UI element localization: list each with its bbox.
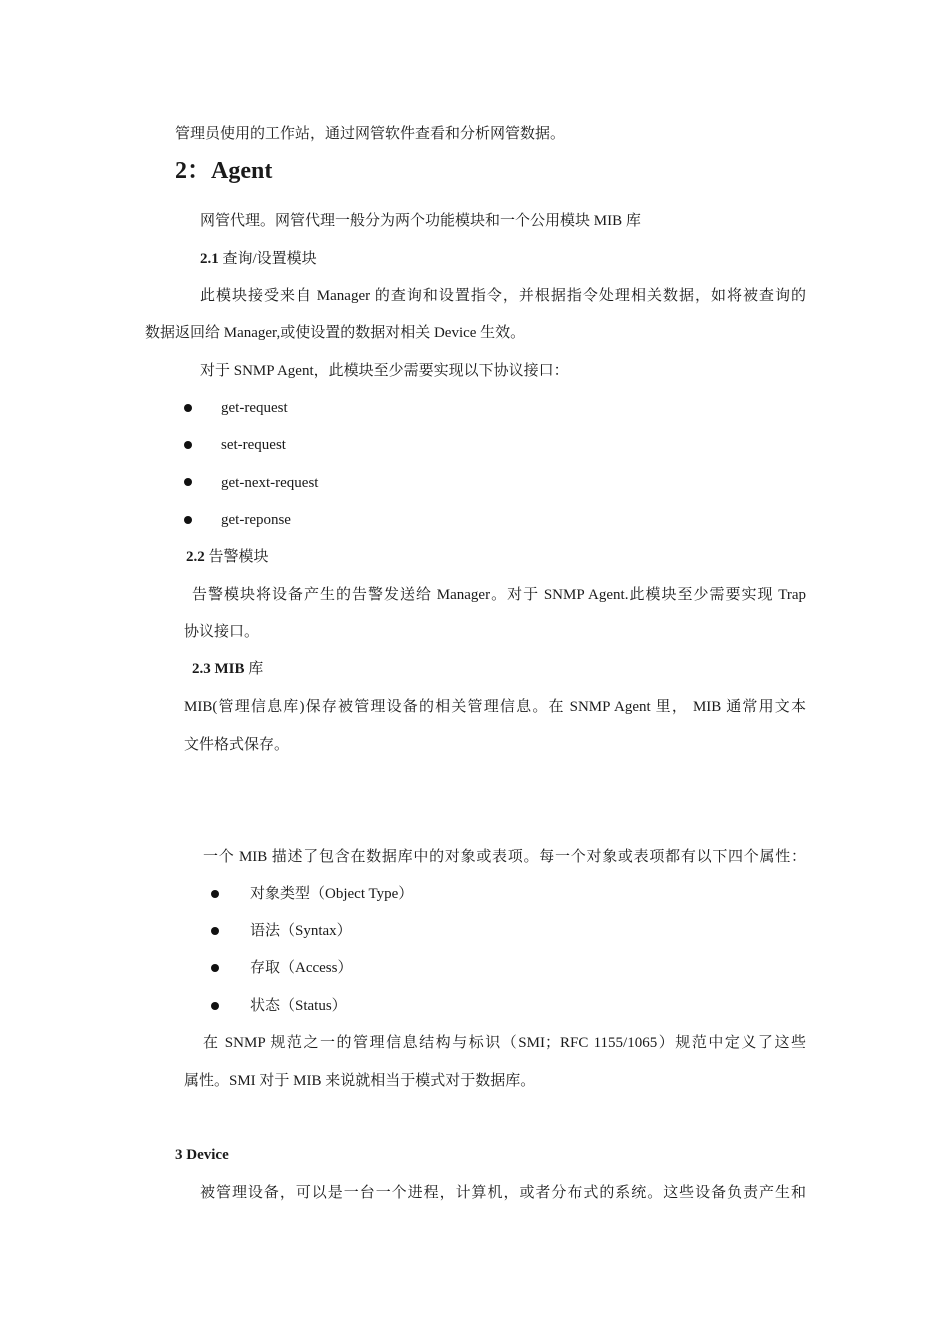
intro-paragraph-tail: 管理员使用的工作站，通过网管软件查看和分析网管数据。 (175, 126, 566, 142)
heading-number: 2.1 (200, 251, 219, 267)
alarm-module-line-2: 协议接口。 (184, 624, 260, 640)
smi-paragraph-line-1: 在 SNMP 规范之一的管理信息结构与标识（SMI；RFC 1155/1065）规范中定义了这些 (203, 1035, 806, 1051)
subsection-heading-2-2 (186, 547, 269, 567)
bullet-icon (211, 964, 219, 972)
list-item: 语法（Syntax） (250, 923, 352, 939)
bullet-icon (184, 404, 192, 412)
bullet-icon (184, 516, 192, 524)
mib-library-line-1: MIB(管理信息库)保存被管理设备的相关管理信息。在 SNMP Agent 里， MIB 通常用文本 (184, 699, 806, 715)
subsection-heading-2-3 (192, 659, 263, 679)
section-heading-device: 3 Device (175, 1147, 229, 1163)
snmp-agent-protocols-intro: 对于 SNMP Agent，此模块至少需要实现以下协议接口： (200, 363, 569, 379)
smi-paragraph-line-2: 属性。SMI 对于 MIB 来说就相当于模式对于数据库。 (184, 1073, 536, 1089)
bullet-icon (184, 478, 192, 486)
query-module-line-2: 数据返回给 Manager,或使设置的数据对相关 Device 生效。 (145, 325, 526, 341)
section-heading-agent: 2：Agent (175, 158, 273, 184)
query-module-line-1: 此模块接受来自 Manager 的查询和设置指令，并根据指令处理相关数据，如将被查询的 (200, 288, 806, 304)
device-description: 被管理设备，可以是一台一个进程，计算机，或者分布式的系统。这些设备负责产生和 (200, 1185, 806, 1201)
heading-text: 库 (248, 661, 264, 677)
alarm-module-line-1: 告警模块将设备产生的告警发送给 Manager。对于 SNMP Agent.此模块至少需要实现 Trap (192, 587, 806, 603)
list-item: get-next-request (221, 475, 319, 491)
mib-description: 一个 MIB 描述了包含在数据库中的对象或表项。每一个对象或表项都有以下四个属性： (203, 849, 806, 865)
heading-text: 查询/设置模块 (222, 251, 317, 267)
list-item: 状态（Status） (250, 998, 347, 1014)
heading-text: 告警模块 (208, 549, 269, 565)
list-item: 对象类型（Object Type） (250, 886, 414, 902)
list-item: 存取（Access） (250, 960, 353, 976)
list-item: set-request (221, 437, 286, 453)
bullet-icon (184, 441, 192, 449)
heading-number: 2.2 (186, 549, 205, 565)
agent-description: 网管代理。网管代理一般分为两个功能模块和一个公用模块 MIB 库 (200, 213, 641, 229)
list-item: get-request (221, 400, 288, 416)
bullet-icon (211, 890, 219, 898)
bullet-icon (211, 927, 219, 935)
list-item: get-reponse (221, 512, 291, 528)
heading-number: 2.3 MIB (192, 661, 245, 677)
bullet-icon (211, 1002, 219, 1010)
subsection-heading-2-1 (200, 249, 317, 269)
mib-library-line-2: 文件格式保存。 (184, 737, 290, 753)
